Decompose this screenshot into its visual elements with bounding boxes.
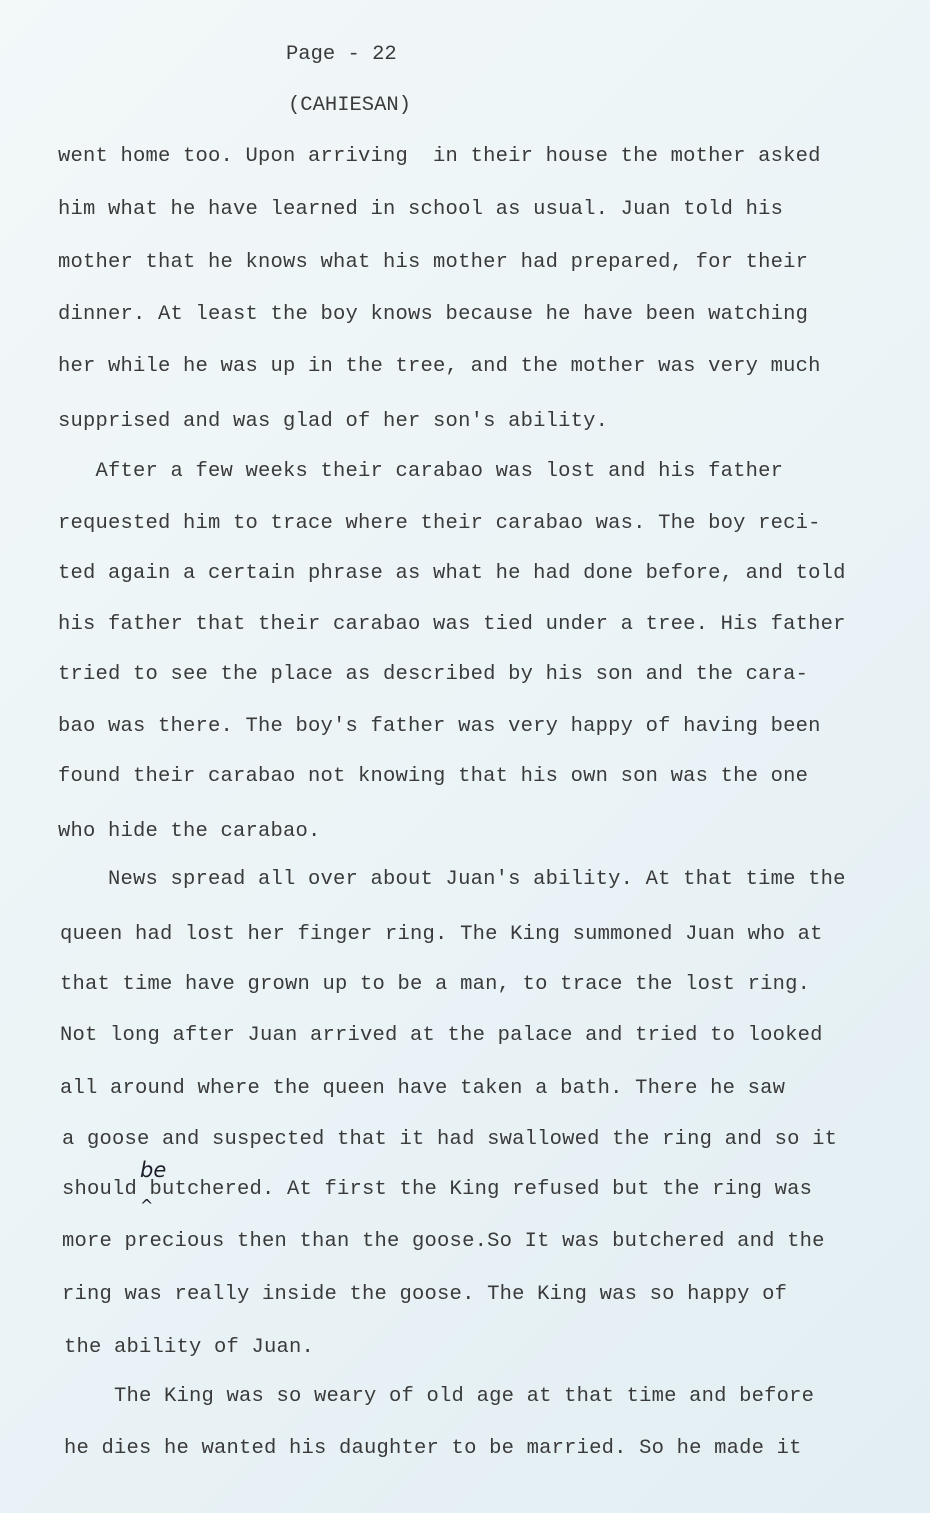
text-line: who hide the carabao. [58, 820, 321, 843]
text-line: all around where the queen have taken a bath. There he saw [60, 1077, 786, 1100]
text-line: mother that he knows what his mother had prepared, for their [58, 251, 809, 274]
text-line: Not long after Juan arrived at the palace and tried to looked [60, 1024, 823, 1047]
text-line: queen had lost her finger ring. The King summoned Juan who at [60, 923, 823, 946]
text-line: ted again a certain phrase as what he had done before, and told [58, 562, 846, 585]
text-line: should butchered. At first the King refused but the ring was [62, 1178, 813, 1201]
text-line: supprised and was glad of her son's ability. [58, 410, 609, 433]
text-line: requested him to trace where their carabao was. The boy reci- [58, 512, 821, 535]
text-line: found their carabao not knowing that his own son was the one [58, 765, 809, 788]
page-title: (CAHIESAN) [288, 94, 412, 117]
text-line: dinner. At least the boy knows because he have been watching [58, 303, 809, 326]
page-number: Page - 22 [286, 43, 397, 66]
text-line: tried to see the place as described by his son and the cara- [58, 663, 809, 686]
text-line: that time have grown up to be a man, to trace the lost ring. [60, 973, 811, 996]
insertion-caret: ^ [140, 1196, 154, 1215]
text-line: ring was really inside the goose. The King was so happy of [62, 1283, 788, 1306]
text-line: News spread all over about Juan's ability. At that time the [58, 868, 846, 891]
text-line: The King was so weary of old age at that time and before [64, 1385, 815, 1408]
text-line: After a few weeks their carabao was lost and his father [58, 460, 784, 483]
text-line: bao was there. The boy's father was very happy of having been [58, 715, 821, 738]
text-line: went home too. Upon arriving in their house the mother asked [58, 145, 821, 168]
handwritten-insertion: be [140, 1158, 167, 1182]
text-line: the ability of Juan. [64, 1336, 315, 1359]
text-line: him what he have learned in school as usual. Juan told his [58, 198, 784, 221]
text-line: more precious then than the goose.So It was butchered and the [62, 1230, 825, 1253]
text-line: he dies he wanted his daughter to be married. So he made it [64, 1437, 802, 1460]
text-line: her while he was up in the tree, and the mother was very much [58, 355, 821, 378]
text-line: his father that their carabao was tied under a tree. His father [58, 613, 846, 636]
text-line: a goose and suspected that it had swallowed the ring and so it [62, 1128, 838, 1151]
